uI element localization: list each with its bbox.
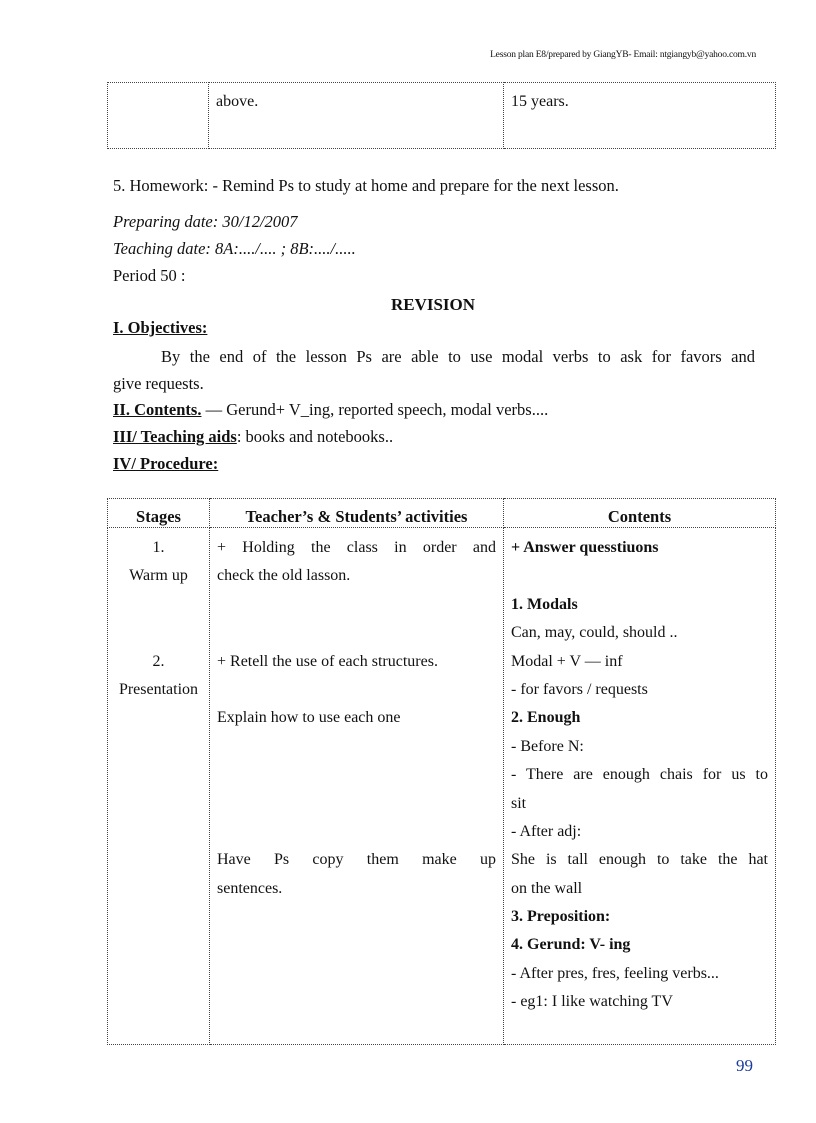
- stages-cell: [108, 528, 210, 1045]
- page-title: REVISION: [390, 295, 476, 314]
- content-line-9: sit: [511, 794, 527, 812]
- activities-cell: [210, 528, 504, 1045]
- top-table-cell-2: above.: [209, 83, 504, 149]
- aids-heading: III/ Teaching aids: [113, 427, 237, 446]
- procedure-heading: IV/ Procedure:: [113, 454, 219, 473]
- content-line-13: 3. Preposition:: [511, 908, 611, 926]
- procedure-table: [107, 498, 776, 1045]
- content-line-14: 4. Gerund: V- ing: [511, 936, 631, 954]
- content-line-15: - After pres, fres, feeling verbs...: [511, 964, 719, 982]
- content-line-2: 1. Modals: [511, 595, 578, 613]
- header-activities: Teacher’s & Students’ activities: [210, 499, 504, 528]
- activity-3: Explain how to use each one: [217, 709, 401, 727]
- top-table-cell-1: [108, 83, 209, 149]
- homework-line: 5. Homework: - Remind Ps to study at home and prepare for the next lesson.: [113, 176, 619, 195]
- aids-line: [113, 427, 393, 447]
- contents-cell: [504, 528, 776, 1045]
- stage-2-number: 2.: [152, 652, 165, 670]
- content-line-10: - After adj:: [511, 822, 582, 840]
- objectives-text-2: give requests.: [113, 374, 204, 393]
- stage-2-name: Presentation: [118, 680, 199, 698]
- activity-4b: sentences.: [217, 879, 283, 897]
- content-line-1: [511, 562, 768, 590]
- aids-text: : books and notebooks..: [236, 427, 394, 446]
- preparing-date: Preparing date: 30/12/2007: [113, 212, 298, 231]
- header-contents: Contents: [504, 499, 776, 528]
- content-line-6: 2. Enough: [511, 709, 581, 727]
- content-line-5: - for favors / requests: [511, 680, 648, 698]
- procedure-body-row: [108, 528, 776, 1045]
- objectives-text-1: By the end of the lesson Ps are able to use modal verbs to ask for favors and: [161, 347, 755, 366]
- procedure-header-row: [108, 499, 776, 528]
- teaching-date: Teaching date: 8A:..../.... ; 8B:..../.....: [113, 239, 356, 258]
- activity-1a: + Holding the class in order and: [217, 539, 496, 556]
- stage-1-number: 1.: [152, 539, 165, 556]
- content-line-3: Can, may, could, should ..: [511, 624, 678, 642]
- content-line-7: - Before N:: [511, 737, 584, 755]
- content-line-8: - There are enough chais for us to: [511, 766, 768, 784]
- top-table-cell-3: 15 years.: [504, 83, 776, 149]
- stage-1-name: Warm up: [129, 567, 188, 585]
- page-header: Lesson plan E8/prepared by GiangYB- Email: ntgiangyb@yahoo.com.vn: [490, 50, 756, 60]
- top-table: [107, 82, 776, 149]
- content-line-0: + Answer quesstiuons: [511, 539, 659, 556]
- content-line-12: on the wall: [511, 879, 583, 897]
- content-line-16: - eg1: I like watching TV: [511, 993, 673, 1011]
- activity-4a: Have Ps copy them make up: [217, 851, 496, 869]
- header-stages: Stages: [108, 499, 210, 528]
- period-label: Period 50 :: [113, 266, 186, 285]
- objectives-heading: I. Objectives:: [113, 318, 208, 337]
- contents-text: — Gerund+ V_ing, reported speech, modal verbs....: [201, 400, 549, 419]
- activity-1b: check the old lasson.: [217, 567, 351, 585]
- content-line-4: Modal + V — inf: [511, 652, 623, 670]
- page-number: 99: [736, 1056, 753, 1075]
- activity-2: + Retell the use of each structures.: [217, 652, 438, 670]
- contents-heading: II. Contents.: [113, 400, 202, 419]
- contents-line: [113, 400, 548, 420]
- content-line-11: She is tall enough to take the hat: [511, 851, 768, 869]
